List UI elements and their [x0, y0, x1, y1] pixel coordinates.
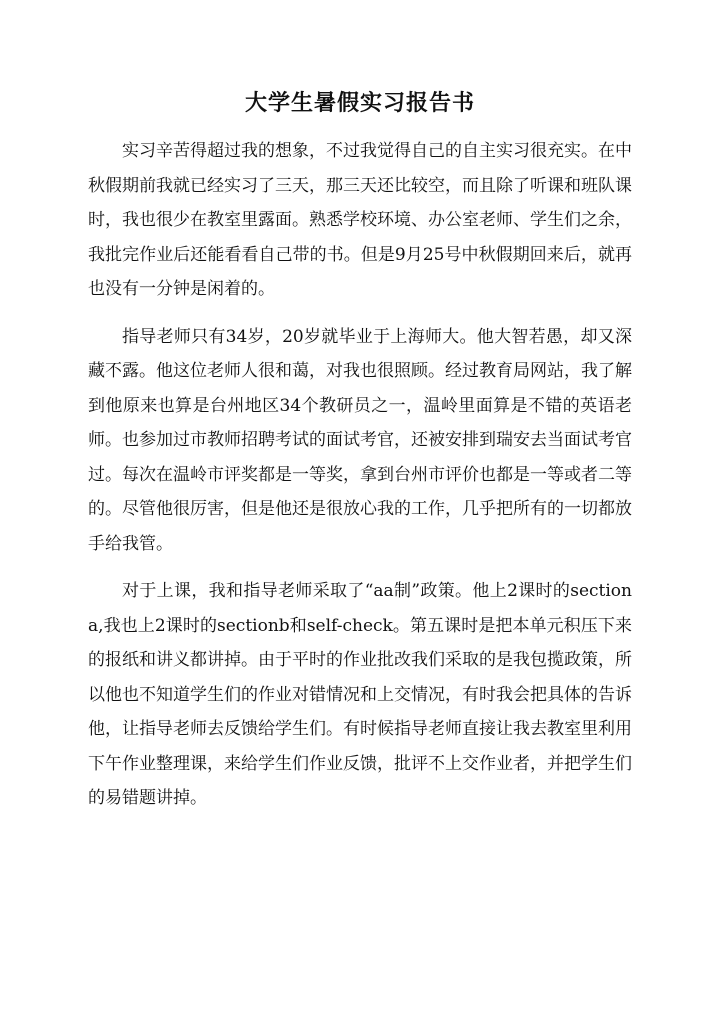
paragraph-2: 指导老师只有34岁，20岁就毕业于上海师大。他大智若愚，却又深藏不露。他这位老师人很和蔼，对我也很照顾。经过教育局网站，我了解到他原来也算是台州地区34个教研员之一，温岭里面算是不错的英语老师。也参加过市教师招聘考试的面试考官，还被安排到瑞安去当面试考官过。每次在温岭市评奖都是一等奖，拿到台州市评价也都是一等或者二等的。尽管他很厉害，但是他还是很放心我的工作，几乎把所有的一切都放手给我管。	[88, 326, 632, 554]
paragraph-1: 实习辛苦得超过我的想象，不过我觉得自己的自主实习很充实。在中秋假期前我就已经实习了三天，那三天还比较空，而且除了听课和班队课时，我也很少在教室里露面。熟悉学校环境、办公室老师、学生们之余，我批完作业后还能看看自己带的书。但是9月25号中秋假期回来后，就再也没有一分钟是闲着的。	[88, 141, 632, 299]
document-title: 大学生暑假实习报告书	[244, 91, 475, 116]
paragraph-3: 对于上课，我和指导老师采取了“aa制”政策。他上2课时的sectiona,我也上2课时的sectionb和self-check。第五课时是把本单元积压下来的报纸和讲义都讲掉。由于平时的作业批改我们采取的是我包揽政策，所以他也不知道学生们的作业对错情况和上交情况，有时我会把具体的告诉他，让指导老师去反馈给学生们。有时候指导老师直接让我去教室里利用下午作业整理课，来给学生们作业反馈，批评不上交作业者，并把学生们的易错题讲掉。	[88, 581, 632, 808]
